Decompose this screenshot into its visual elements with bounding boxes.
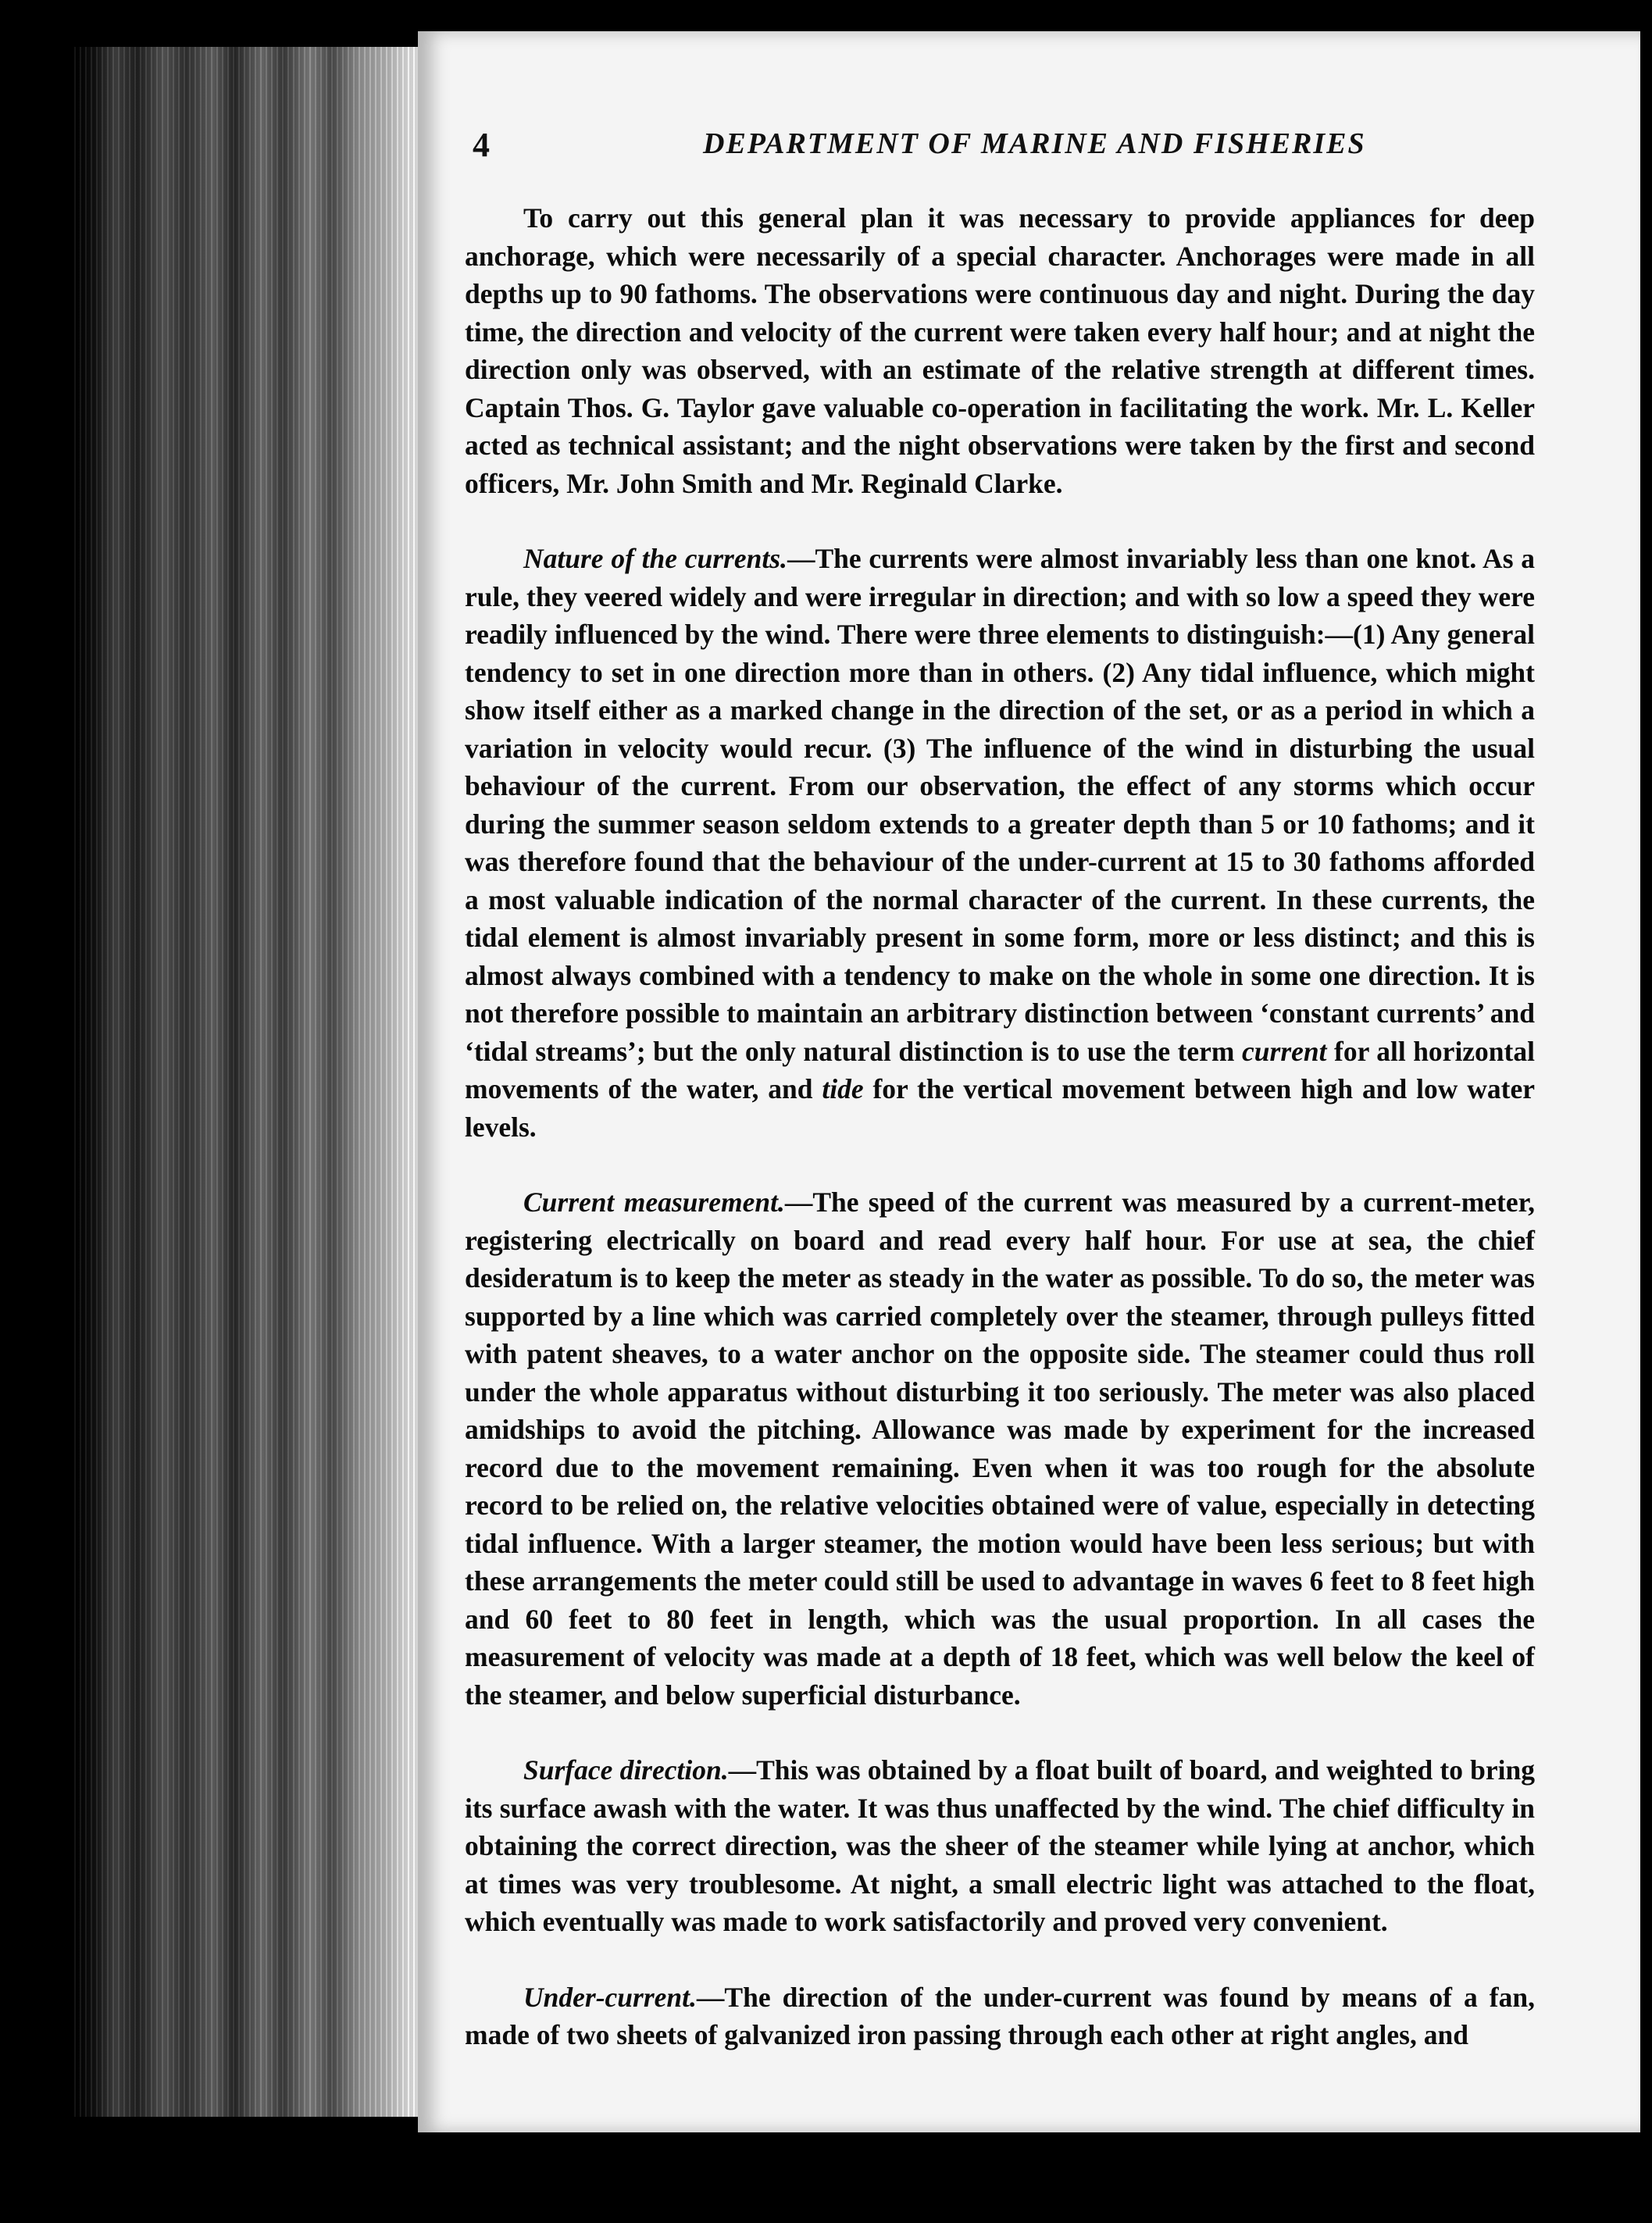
paragraph-under-current: [465, 1979, 1535, 2054]
paragraph-text: for the vertical movement between high and low water levels.: [465, 1073, 1535, 1143]
paragraph-current-measurement: [465, 1183, 1535, 1714]
paragraph-text: —The speed of the current was measured by a current-meter, registering electrically on board and read every half hour. For use at sea, the chief desideratum is to keep the meter as steady in the water as possible. To do so, the meter was supported by a line which was carried completely over the steamer, through pulleys fitted with patent sheaves, to a water anchor on the opposite side. The steamer could thus roll under the whole apparatus without disturbing it too seriously. The meter was also placed amidships to avoid the pitching. Allowance was made by experiment for the increased record due to the movement remaining. Even when it was too rough for the absolute record to be relied on, the relative velocities obtained were of value, especially in detecting tidal influence. With a larger steamer, the motion would have been less serious; but with these arrangements the meter could still be used to advantage in waves 6 feet to 8 feet high and 60 feet to 80 feet in length, which was the usual proportion. In all cases the measurement of velocity was made at a depth of 18 feet, which was well below the keel of the steamer, and below superficial disturbance.: [465, 1186, 1535, 1711]
paragraph-text: —The currents were almost invariably less than one knot. As a rule, they veered widely and were irregular in direction; and with so low a speed they were readily influenced by the wind. There were three elements to distinguish:—(1) Any general tendency to set in one direction more than in others. (2) Any tidal influence, which might show itself either as a marked change in the direction of the set, or as a period in which a variation in velocity would recur. (3) The influence of the wind in disturbing the usual behaviour of the current. From our observation, the effect of any storms which occur during the summer season seldom extends to a greater depth than 5 or 10 fathoms; and it was therefore found that the behaviour of the under-current at 15 to 30 fathoms afforded a most valuable indication of the normal character of the current. In these currents, the tidal element is almost invariably present in some form, more or less distinct; and this is almost always combined with a tendency to make on the whole in some one direction. It is not therefore possible to maintain an arbitrary distinction between ‘constant currents’ and ‘tidal streams’; but the only natural distinction is to use the term: [465, 543, 1536, 1067]
term-current: current: [1242, 1035, 1327, 1067]
section-lead-surface-direction: Surface direction.: [523, 1754, 729, 1786]
body-text: [465, 199, 1535, 2092]
book-page: [418, 31, 1640, 2132]
section-lead-current-measurement: Current measurement.: [523, 1186, 785, 1218]
term-tide: tide: [822, 1073, 864, 1104]
paragraph-text: To carry out this general plan it was necessary to provide appliances for deep anchorage, which were necessarily of a special character. Anchorages were made in all depths up to 90 fathoms. The observations were continuous day and night. During the day time, the direction and velocity of the current were taken every half hour; and at night the direction only was observed, with an estimate of the relative strength at different times. Captain Thos. G. Taylor gave valuable co-operation in facilitating the work. Mr. L. Keller acted as technical assistant; and the night observations were taken by the first and second officers, Mr. John Smith and Mr. Reginald Clarke.: [465, 202, 1535, 499]
page-header: [473, 125, 1511, 172]
paragraph-nature-of-currents: [465, 540, 1535, 1146]
running-head: DEPARTMENT OF MARINE AND FISHERIES: [703, 127, 1366, 160]
page-edge-lines: [74, 47, 422, 2117]
paragraph-text: —This was obtained by a float built of board, and weighted to bring its surface awash with the water. It was thus unaffected by the wind. The chief difficulty in obtaining the correct direction, was the sheer of the steamer while lying at anchor, which at times was very troublesome. At night, a small electric light was attached to the float, which eventually was made to work satisfactorily and proved very convenient.: [465, 1754, 1535, 1937]
section-lead-under-current: Under-current.: [523, 1981, 697, 2013]
paragraph-surface-direction: [465, 1751, 1535, 1941]
section-lead-nature-of-currents: Nature of the currents.: [523, 543, 787, 574]
paragraph-general-plan: [465, 199, 1535, 502]
paragraph-text: for all horizontal movements of the water, and: [465, 1035, 1535, 1104]
paragraph-text: —The direction of the under-current was found by means of a fan, made of two sheets of galvanized iron passing through each other at right angles, and: [465, 1981, 1535, 2050]
page-number: 4: [473, 126, 490, 164]
